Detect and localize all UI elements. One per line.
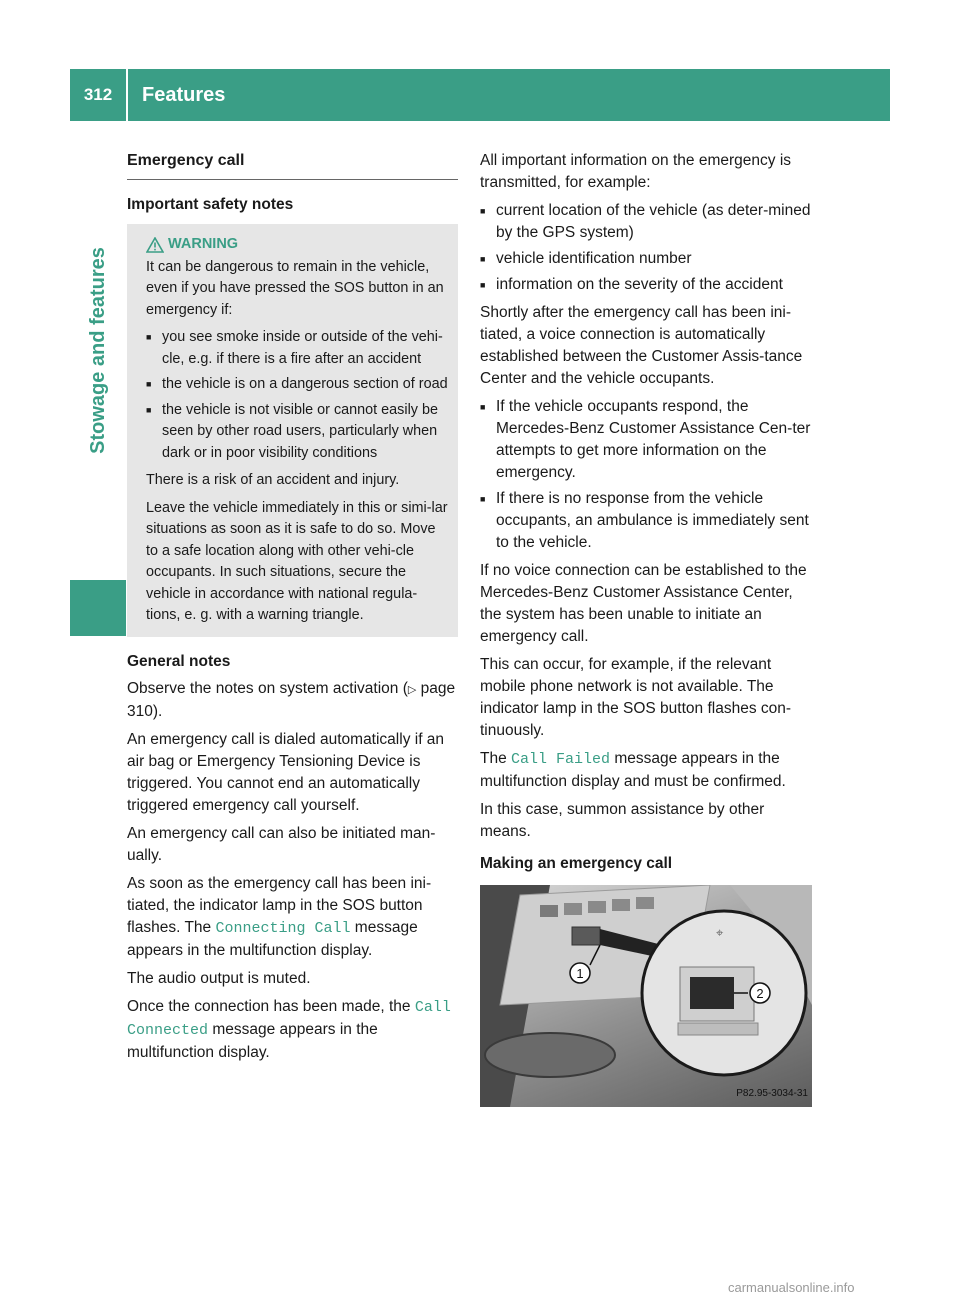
list-item: ■ If there is no response from the vehicle occupants, an ambulance is immediately sent to the vehicle.: [480, 488, 812, 554]
general-note-2: An emergency call is dialed automatically if an air bag or Emergency Tensioning Device is triggered. You cannot end an automatically triggered emergency call yourself.: [127, 730, 445, 814]
overhead-control-panel-figure: [480, 885, 812, 1107]
warning-list: [146, 327, 450, 464]
callout-2: 2: [756, 986, 764, 1001]
info-intro: All important information on the emergency is transmitted, for example:: [480, 152, 792, 191]
side-tab-label-box: [70, 130, 126, 570]
response-list: [480, 396, 812, 554]
list-item: ■ the vehicle is on a dangerous section of road: [146, 374, 450, 396]
display-message: Call Connected: [127, 998, 451, 1039]
section-title: Emergency call: [127, 150, 458, 180]
text-span: As soon as the emergency call has been ini-tiated, the indicator lamp in the SOS button flashes. The: [127, 874, 432, 936]
page-ref-arrow-icon: ▷: [407, 683, 417, 696]
warning-box: [127, 224, 458, 637]
list-item: ■ the vehicle is not visible or cannot easily be seen by other road users, particularly when dark or in poor visibility conditions: [146, 400, 450, 465]
general-note-1: [127, 678, 458, 723]
general-note-4: [127, 873, 458, 962]
call-failed-text: [480, 748, 812, 793]
figure-code: P82.95-3034-31: [736, 1088, 808, 1099]
text-span: Once the connection has been made, the: [127, 997, 415, 1015]
network-text: This can occur, for example, if the relevant mobile phone network is not available. The indicator lamp in the SOS button flashes con-tinuously.: [480, 656, 792, 739]
warning-triangle-icon: [146, 237, 164, 253]
general-heading: General notes: [127, 652, 231, 670]
right-column: [480, 150, 812, 1107]
text-span: Observe the notes on system activation (: [127, 679, 408, 697]
warning-header: [146, 234, 450, 256]
page-number: 312: [83, 85, 113, 104]
overhead-panel-illustration: [480, 885, 812, 1107]
text-span: message appears in the multifunction display.: [127, 918, 418, 959]
no-voice-text: If no voice connection can be established to the Mercedes-Benz Customer Assistance Center, the system has been unable to initiate an emergency call.: [480, 562, 807, 645]
general-note-3: An emergency call can also be initiated man-ually.: [127, 824, 436, 864]
text-span: The: [480, 750, 512, 767]
warning-intro: It can be dangerous to remain in the vehicle, even if you have pressed the SOS button in an emergency if:: [146, 258, 444, 318]
page-header: [70, 69, 890, 121]
list-item: ■ you see smoke inside or outside of the vehi-cle, e.g. if there is a fire after an accident: [146, 327, 450, 370]
display-message: Call Failed: [511, 751, 611, 768]
side-tab-label: Stowage and features: [86, 246, 109, 454]
general-note-6: [127, 996, 458, 1064]
display-message: Connecting Call: [215, 919, 351, 937]
warning-label: WARNING: [168, 236, 239, 252]
warning-risk: There is a risk of an accident and injury.: [146, 472, 400, 488]
list-item: ■ information on the severity of the accident: [480, 274, 812, 296]
chapter-title: Features: [142, 83, 226, 106]
text-span: message appears in the multifunction display.: [127, 1020, 378, 1061]
svg-text:⌖: ⌖: [716, 926, 724, 941]
warning-instructions: Leave the vehicle immediately in this or simi-lar situations as soon as it is safe to do so. Move to a safe location along with other vehi-cle occupants. In such situations, secure the vehicle in accordance with national regula-tions, e. g. with a warning triangle.: [146, 499, 448, 623]
list-item: ■ If the vehicle occupants respond, the Mercedes-Benz Customer Assistance Cen-ter attempts to get more information on the emergency.: [480, 396, 812, 484]
side-tab-marker: [70, 580, 126, 636]
making-call-heading: Making an emergency call: [480, 855, 673, 872]
safety-heading: Important safety notes: [127, 196, 294, 213]
general-note-5: The audio output is muted.: [127, 969, 311, 987]
summon-text: In this case, summon assistance by other means.: [480, 801, 765, 840]
voice-connection-text: Shortly after the emergency call has been ini-tiated, a voice connection is automatically established between the Customer Assis-tance Center and the vehicle occupants.: [480, 304, 803, 387]
left-column: [127, 150, 458, 1070]
callout-1: 1: [576, 966, 584, 981]
list-item: ■ current location of the vehicle (as deter-mined by the GPS system): [480, 200, 812, 244]
list-item: ■ vehicle identification number: [480, 248, 812, 270]
watermark: carmanualsonline.info: [728, 1280, 855, 1295]
page-ref-link[interactable]: page 310).: [127, 679, 456, 720]
info-list: [480, 200, 812, 296]
header-divider: [126, 69, 128, 121]
text-span: message appears in the multifunction display and must be confirmed.: [480, 750, 786, 790]
